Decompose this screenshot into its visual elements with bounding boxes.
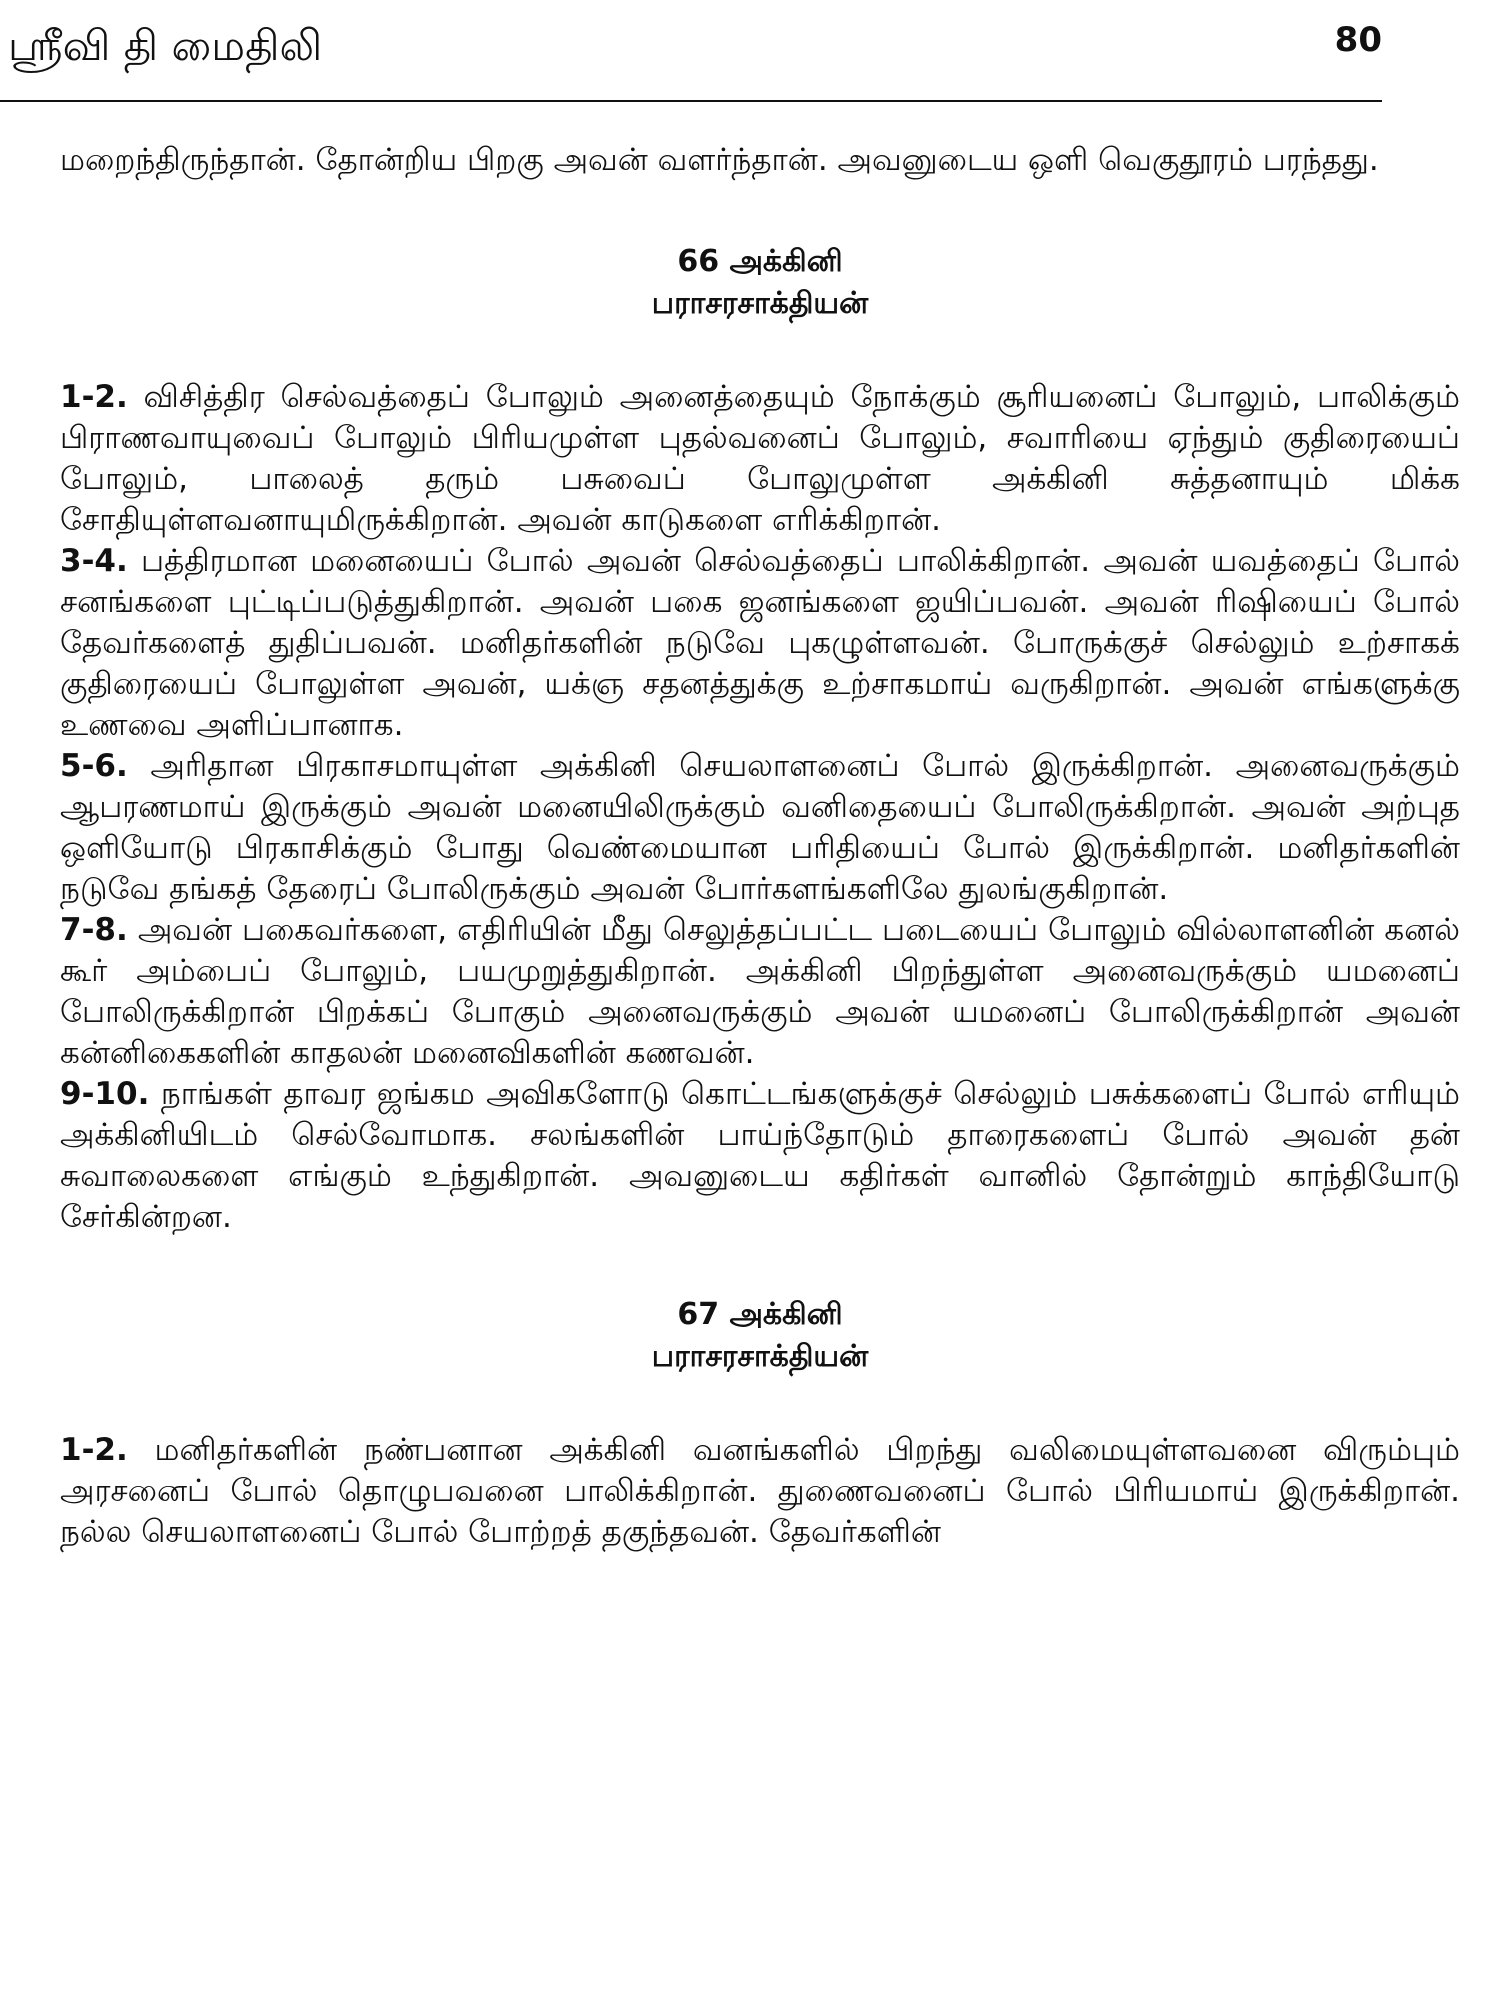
verse-paragraph [60, 1074, 1460, 1238]
page-header [0, 0, 1382, 102]
page-number: 80 [1334, 20, 1382, 60]
verse-paragraph [60, 541, 1460, 746]
verse-number: 3-4. [60, 543, 128, 579]
section-67-title: 67 அக்கினி [677, 1297, 843, 1332]
verse-paragraph [60, 377, 1460, 541]
verse-paragraph [60, 1430, 1460, 1553]
intro-paragraph: மறைந்திருந்தான். தோன்றிய பிறகு அவன் வளர்ந்தான். அவனுடைய ஒளி வெகுதூரம் பரந்தது. [60, 142, 1379, 178]
page-content [60, 140, 1460, 1553]
verse-text: விசித்திர செல்வத்தைப் போலும் அனைத்தையும் நோக்கும் சூரியனைப் போலும், பாலிக்கும் பிராணவாயுவைப் போலும் பிரியமுள்ள புதல்வனைப் போலும், சவாரியை ஏந்தும் குதிரையைப் போலும், பாலைத் தரும் பசுவைப் போலுமுள்ள அக்கினி சுத்தனாயும் மிக்க சோதியுள்ளவனாயுமிருக்கிறான். அவன் காடுகளை எரிக்கிறான். [60, 379, 1460, 538]
verse-text: அரிதான பிரகாசமாயுள்ள அக்கினி செயலாளனைப் போல் இருக்கிறான். அனைவருக்கும் ஆபரணமாய் இருக்கும் அவன் மனையிலிருக்கும் வனிதையைப் போலிருக்கிறான். அவன் அற்புத ஒளியோடு பிரகாசிக்கும் போது வெண்மையான பரிதியைப் போல் இருக்கிறான். மனிதர்களின் நடுவே தங்கத் தேரைப் போலிருக்கும் அவன் போர்களங்களிலே துலங்குகிறான். [60, 748, 1460, 907]
verse-text: பத்திரமான மனையைப் போல் அவன் செல்வத்தைப் பாலிக்கிறான். அவன் யவத்தைப் போல் சனங்களை புட்டிப்படுத்துகிறான். அவன் பகை ஜனங்களை ஜயிப்பவன். அவன் ரிஷியைப் போல் தேவர்களைத் துதிப்பவன். மனிதர்களின் நடுவே புகழுள்ளவன். போருக்குச் செல்லும் உற்சாகக் குதிரையைப் போலுள்ள அவன், யக்ஞ சதனத்துக்கு உற்சாகமாய் வருகிறான். அவன் எங்களுக்கு உணவை அளிப்பானாக. [60, 543, 1460, 743]
section-66-author: பராசரசாக்தியன் [651, 286, 869, 321]
verse-number: 1-2. [60, 1432, 128, 1468]
verse-number: 5-6. [60, 748, 128, 784]
verse-paragraph [60, 910, 1460, 1074]
verse-text: மனிதர்களின் நண்பனான அக்கினி வனங்களில் பிறந்து வலிமையுள்ளவனை விரும்பும் அரசனைப் போல் தொழுபவனை பாலிக்கிறான். துணைவனைப் போல் பிரியமாய் இருக்கிறான். நல்ல செயலாளனைப் போல் போற்றத் தகுந்தவன். தேவர்களின் [60, 1432, 1460, 1550]
section-67-author: பராசரசாக்தியன் [651, 1339, 869, 1374]
header-title: ஸ்ரீவி தி மைதிலி [8, 21, 323, 70]
verse-paragraph [60, 746, 1460, 910]
verse-text: நாங்கள் தாவர ஜங்கம அவிகளோடு கொட்டங்களுக்குச் செல்லும் பசுக்களைப் போல் எரியும் அக்கினியிடம் செல்வோமாக. சலங்களின் பாய்ந்தோடும் தாரைகளைப் போல் அவன் தன் சுவாலைகளை எங்கும் உந்துகிறான். அவனுடைய கதிர்கள் வானில் தோன்றும் காந்தியோடு சேர்கின்றன. [60, 1076, 1460, 1235]
section-66-title: 66 அக்கினி [677, 244, 843, 279]
verse-number: 7-8. [60, 912, 128, 948]
verse-text: அவன் பகைவர்களை, எதிரியின் மீது செலுத்தப்பட்ட படையைப் போலும் வில்லாளனின் கனல் கூர் அம்பைப் போலும், பயமுறுத்துகிறான். அக்கினி பிறந்துள்ள அனைவருக்கும் யமனைப் போலிருக்கிறான் பிறக்கப் போகும் அனைவருக்கும் அவன் யமனைப் போலிருக்கிறான் அவன் கன்னிகைகளின் காதலன் மனைவிகளின் கணவன். [60, 912, 1460, 1071]
verse-number: 1-2. [60, 379, 128, 415]
verse-number: 9-10. [60, 1076, 150, 1112]
